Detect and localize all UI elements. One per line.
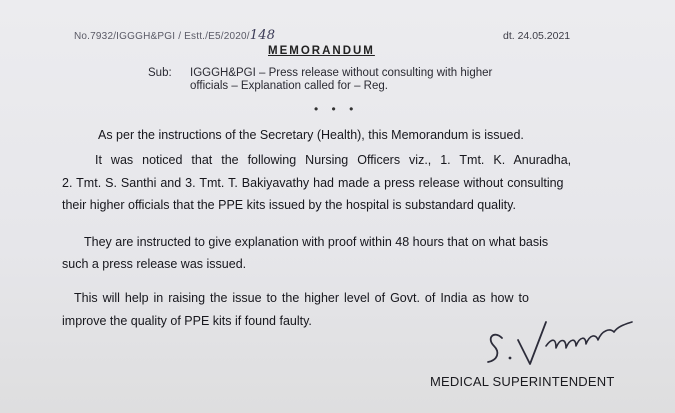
paragraph-2-line-2: 2. Tmt. S. Santhi and 3. Tmt. T. Bakiyavathy had made a press release without consulting — [62, 176, 564, 190]
paragraph-2-line-3: their higher officials that the PPE kits issued by the hospital is substandard quality. — [62, 198, 516, 212]
paragraph-1: As per the instructions of the Secretary (Health), this Memorandum is issued. — [98, 128, 524, 142]
reference-prefix: No.7932/IGGGH&PGI / Estt./E5/2020/ — [74, 31, 250, 42]
subject-label: Sub: — [148, 67, 172, 79]
memo-date: dt. 24.05.2021 — [503, 30, 571, 42]
paragraph-3-line-2: such a press release was issued. — [62, 257, 247, 271]
subject-text — [190, 67, 492, 93]
paragraph-4-line-1: This will help in raising the issue to the higher level of Govt. of India as how to — [74, 291, 529, 305]
reference-number — [74, 28, 275, 43]
subject-line-1: IGGGH&PGI – Press release without consulting with higher — [190, 67, 493, 79]
paragraph-3-line-1: They are instructed to give explanation with proof within 48 hours that on what basis — [84, 235, 549, 249]
signatory-title: MEDICAL SUPERINTENDENT — [430, 374, 615, 389]
p2-line1-text: It was noticed that the following Nursing Officers viz., 1. Tmt. K. Anuradha, — [95, 153, 572, 167]
paragraph-2-line-1 — [95, 153, 620, 167]
paragraph-4-line-2: improve the quality of PPE kits if found faulty. — [62, 314, 312, 328]
subject-line-2: officials – Explanation called for – Reg. — [190, 80, 388, 92]
memo-title: MEMORANDUM — [268, 45, 375, 57]
handwritten-signature — [480, 316, 640, 368]
reference-handwritten-number: 148 — [249, 28, 276, 43]
separator-dots: • • • — [314, 102, 359, 116]
